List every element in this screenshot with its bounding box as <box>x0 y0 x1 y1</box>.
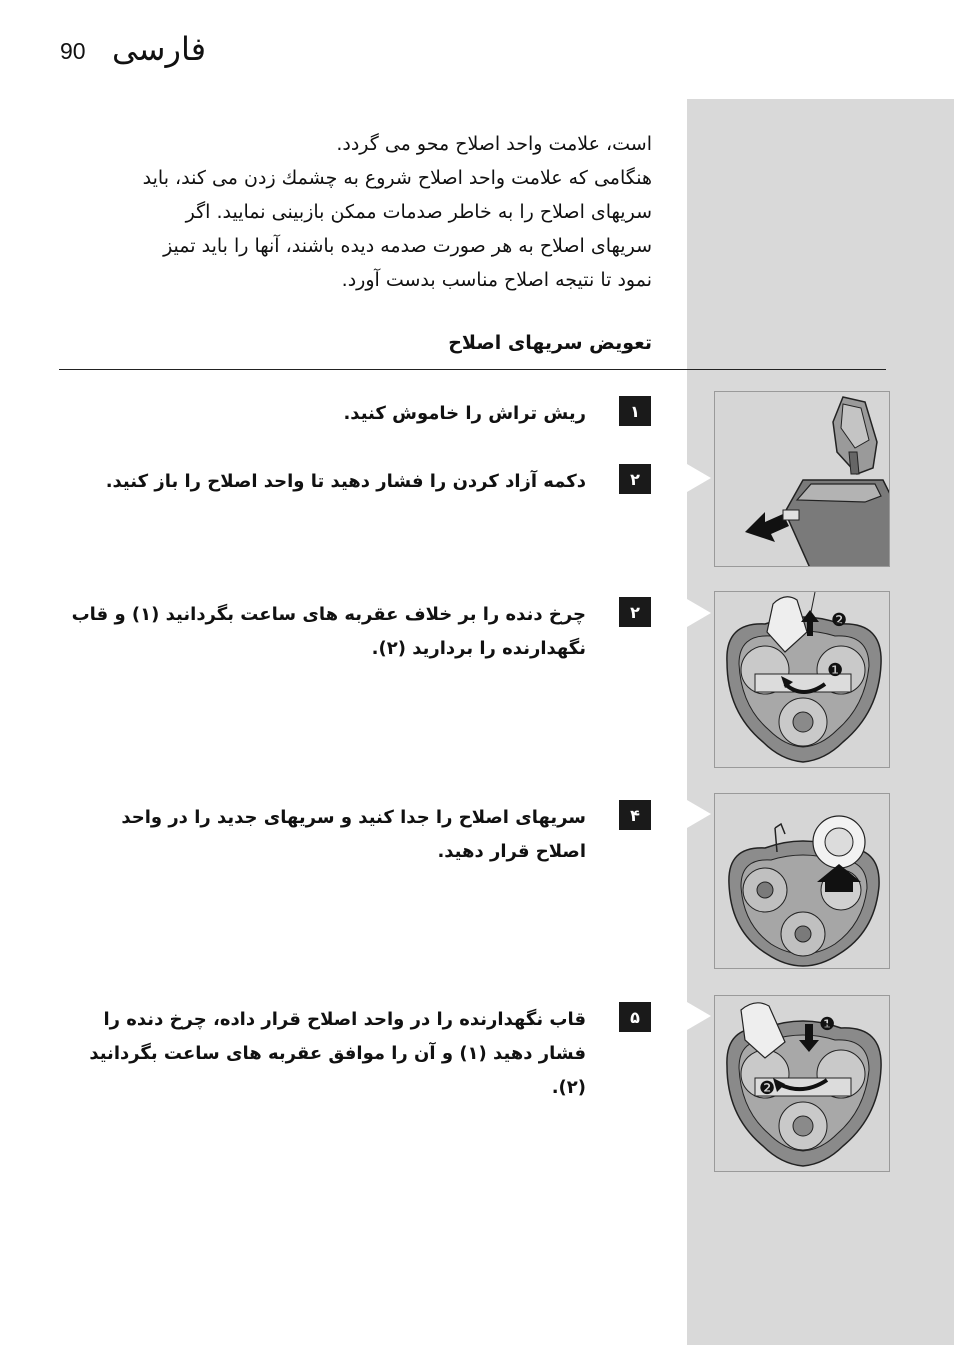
step-3-text <box>60 598 586 666</box>
language-title: فارسی <box>112 30 206 68</box>
step-1-text <box>300 397 586 431</box>
step-5-text <box>50 1003 586 1105</box>
intro-line: هنگامی که علامت واحد اصلاح شروع به چشمك زدن می كند، باید <box>142 167 652 189</box>
step-line: قاب نگهدارنده را در واحد اصلاح قرار داده، چرخ دنده را <box>103 1009 586 1030</box>
step-4-text <box>100 801 586 869</box>
illustration-replace-heads <box>714 793 890 969</box>
pointer-triangle <box>687 1002 711 1030</box>
callout-2: ❷ <box>831 610 848 631</box>
shaver-release-button-icon <box>715 392 890 567</box>
step-number-1: ١ <box>619 396 651 426</box>
step-2-text <box>80 465 586 499</box>
intro-paragraph <box>70 127 652 297</box>
pointer-triangle <box>687 464 711 492</box>
shaving-heads-replace-icon <box>715 794 890 969</box>
step-number-3: ٢ <box>619 597 651 627</box>
pointer-triangle <box>687 599 711 627</box>
intro-line: نمود تا نتیجه اصلاح مناسب بدست آورد. <box>341 269 652 291</box>
step-line: دكمه آزاد كردن را فشار دهید تا واحد اصلاح را باز كنید. <box>105 471 586 492</box>
step-line: نگهدارنده را بردارید (٢). <box>371 638 586 659</box>
page-number: 90 <box>60 38 86 64</box>
section-title: تعویض سریهای اصلاح <box>448 332 652 354</box>
shaving-unit-turn-wheel-icon <box>715 592 890 768</box>
illustration-release-button <box>714 391 890 567</box>
callout-2: ❷ <box>759 1078 776 1099</box>
step-line: اصلاح قرار دهید. <box>437 841 586 862</box>
illustration-reassemble <box>714 995 890 1172</box>
intro-line: سریهای اصلاح به هر صورت صدمه دیده باشند، آنها را باید تمیز <box>163 235 652 257</box>
illustration-turn-wheel <box>714 591 890 768</box>
intro-line: است، علامت واحد اصلاح محو می گردد. <box>336 133 652 155</box>
step-line: ریش تراش را خاموش كنید. <box>343 403 586 424</box>
intro-line: سریهای اصلاح را به خاطر صدمات ممكن بازبینی نمایید. اگر <box>185 201 652 223</box>
step-line: سریهای اصلاح را جدا كنید و سریهای جدید را در واحد <box>121 807 586 828</box>
callout-1: ❶ <box>827 660 844 681</box>
step-line: فشار دهید (١) و آن را موافق عقربه های ساعت بگردانید (٢). <box>89 1043 586 1098</box>
step-line: چرخ دنده را بر خلاف عقربه های ساعت بگردانید (١) و قاب <box>71 604 586 625</box>
shaving-unit-reassemble-icon <box>715 996 890 1172</box>
step-number-4: ۴ <box>619 800 651 830</box>
pointer-triangle <box>687 800 711 828</box>
step-number-5: ۵ <box>619 1002 651 1032</box>
step-number-2: ٢ <box>619 464 651 494</box>
section-divider <box>59 369 886 370</box>
callout-1: ❶ <box>819 1014 836 1035</box>
